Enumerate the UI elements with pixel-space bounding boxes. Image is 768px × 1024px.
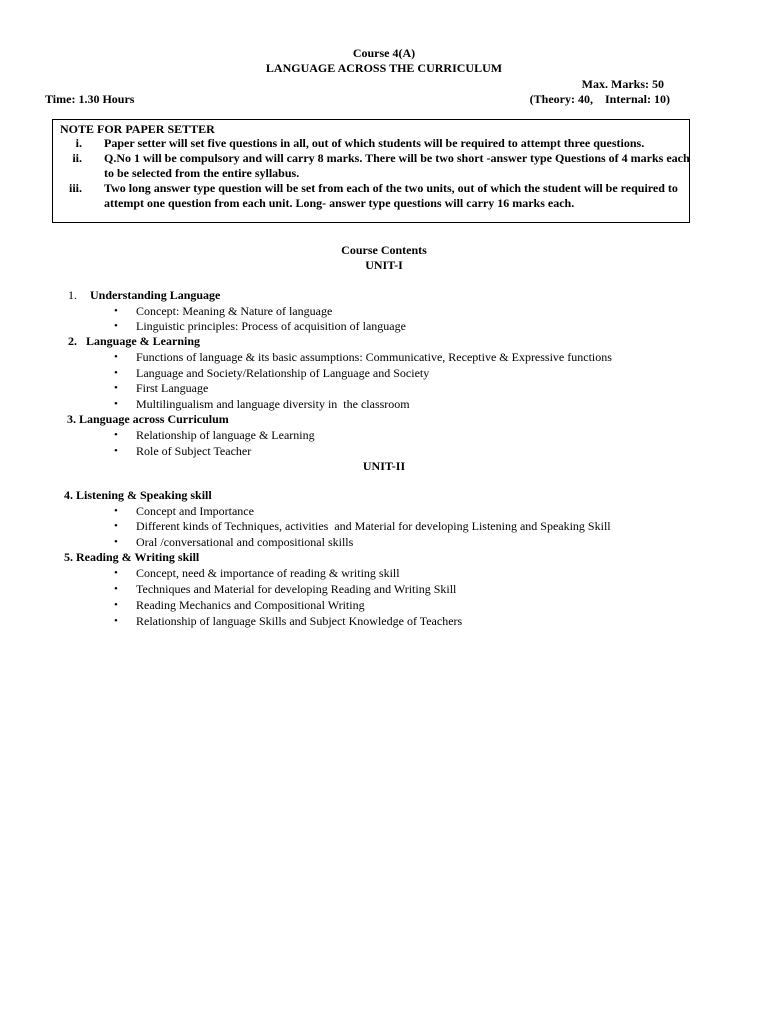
section-title: 2. Language & Learning [68, 334, 201, 348]
list-item: Concept and Importance [136, 504, 254, 518]
section-title: 3. Language across Curriculum [67, 412, 229, 426]
list-item: Role of Subject Teacher [136, 444, 252, 458]
max-marks: Max. Marks: 50 [581, 77, 664, 91]
unit-1-heading: UNIT-I [365, 258, 403, 272]
list-item: Language and Society/Relationship of Language and Society [136, 366, 430, 380]
note-item-text: Paper setter will set five questions in all, out of which students will be required to attempt three questions. [104, 136, 645, 150]
note-heading: NOTE FOR PAPER SETTER [60, 122, 215, 136]
bullet-icon: • [114, 398, 118, 410]
note-item-number: ii. [72, 151, 82, 165]
list-item: Different kinds of Techniques, activities and Material for developing Listening and Speaking Skill [136, 519, 611, 533]
course-title: LANGUAGE ACROSS THE CURRICULUM [265, 61, 503, 75]
bullet-icon: • [114, 429, 118, 441]
note-item-number: i. [75, 136, 82, 150]
bullet-icon: • [114, 599, 118, 611]
list-item: Relationship of language & Learning [136, 428, 315, 442]
bullet-icon: • [114, 382, 118, 394]
section-title: 4. Listening & Speaking skill [64, 488, 212, 502]
note-item-number: iii. [68, 181, 82, 195]
list-item: Techniques and Material for developing Reading and Writing Skill [136, 582, 457, 596]
bullet-icon: • [114, 320, 118, 332]
section-number: 1. [68, 288, 77, 302]
list-item: Concept: Meaning & Nature of language [136, 304, 333, 318]
bullet-icon: • [114, 583, 118, 595]
bullet-icon: • [114, 445, 118, 457]
bullet-icon: • [114, 567, 118, 579]
bullet-icon: • [114, 305, 118, 317]
list-item: First Language [136, 381, 209, 395]
note-item-text: Two long answer type question will be set from each of the two units, out of which the student will be required to attempt one question from each unit. Long- answer type questions will carry 16 marks each. [104, 181, 678, 210]
list-item: Multilingualism and language diversity in the classroom [136, 397, 410, 411]
bullet-icon: • [114, 520, 118, 532]
marks-split: (Theory: 40, Internal: 10) [529, 92, 670, 106]
time-duration: Time: 1.30 Hours [45, 92, 135, 106]
list-item: Reading Mechanics and Compositional Writing [136, 598, 365, 612]
bullet-icon: • [114, 367, 118, 379]
unit-2-heading: UNIT-II [362, 459, 406, 473]
list-item: Oral /conversational and compositional skills [136, 535, 354, 549]
list-item: Concept, need & importance of reading & writing skill [136, 566, 400, 580]
section-title: 5. Reading & Writing skill [64, 550, 200, 564]
contents-heading: Course Contents [341, 243, 427, 257]
bullet-icon: • [114, 536, 118, 548]
list-item: Linguistic principles: Process of acquisition of language [136, 319, 406, 333]
section-title: Understanding Language [90, 288, 221, 302]
list-item: Functions of language & its basic assumptions: Communicative, Receptive & Expressive functions [136, 350, 612, 364]
bullet-icon: • [114, 615, 118, 627]
bullet-icon: • [114, 351, 118, 363]
course-code: Course 4(A) [352, 46, 416, 60]
list-item: Relationship of language Skills and Subject Knowledge of Teachers [136, 614, 463, 628]
bullet-icon: • [114, 505, 118, 517]
note-item-text: Q.No 1 will be compulsory and will carry 8 marks. There will be two short -answer type Questions of 4 marks each to be selected from the entire syllabus. [104, 151, 690, 180]
